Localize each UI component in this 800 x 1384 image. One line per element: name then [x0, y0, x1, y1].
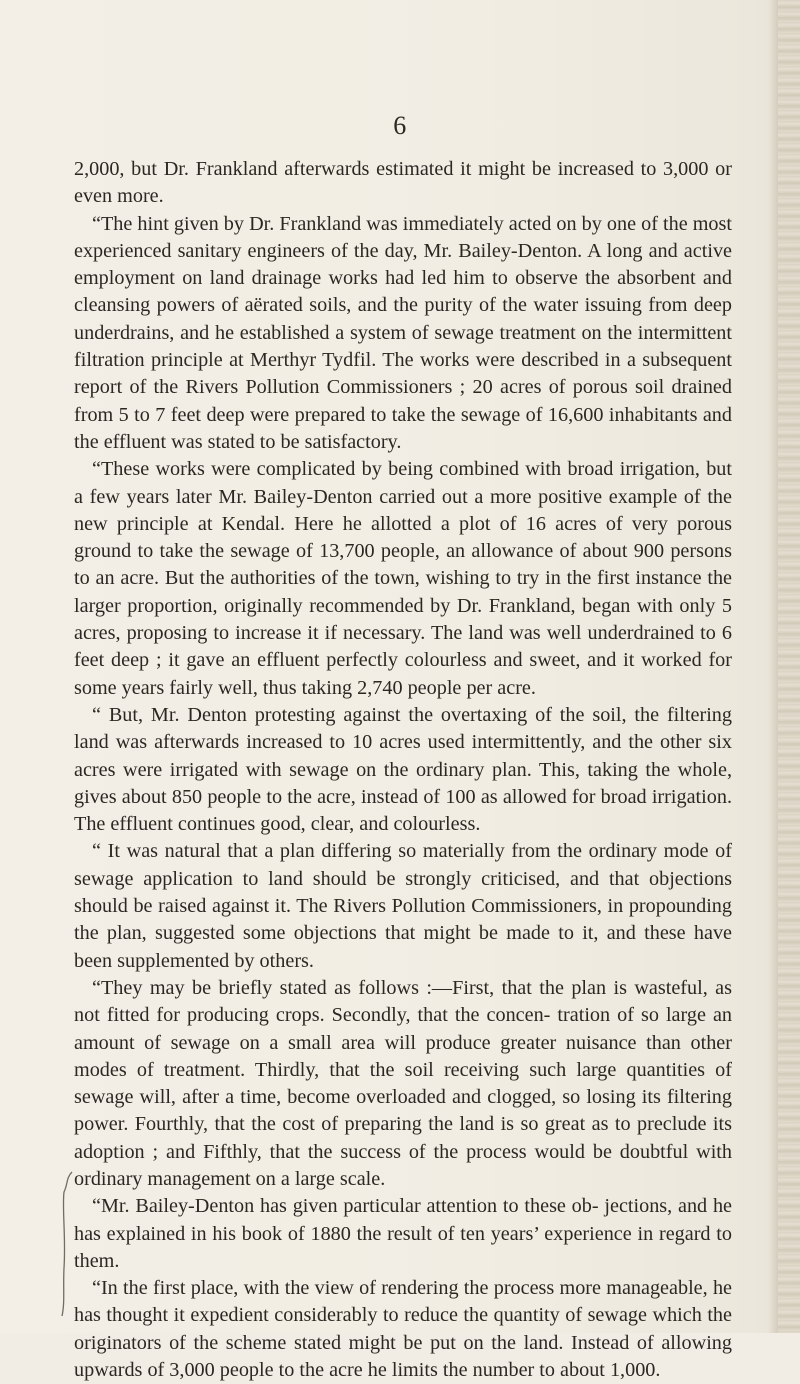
page-edge-shadow: [768, 0, 778, 1333]
paragraph: “They may be briefly stated as follows :—First, that the plan is wasteful, as not fitted for producing crops. Secondly, that the concen- tration of so large an amount of sewage on a small area will produce greater nuisance than other modes of treatment. Thirdly, that the soil receiving such large quantities of sewage will, after a time, become overloaded and clogged, so losing its filtering power. Fourthly, that the cost of preparing the land is so great as to preclude its adoption ; and Fifthly, that the success of the process would be doubtful with ordinary management on a large scale.: [74, 976, 732, 1190]
body-text: [74, 156, 732, 1384]
page-number: 6: [393, 111, 407, 140]
paragraph: “These works were complicated by being combined with broad irrigation, but a few years later Mr. Bailey-Denton carried out a more positive example of the new principle at Kendal. Here he allotted a plot of 16 acres of very porous ground to take the sewage of 13,700 people, an allowance of about 900 persons to an acre. But the authorities of the town, wishing to try in the first instance the larger proportion, originally recommended by Dr. Frankland, began with only 5 acres, proposing to increase it if necessary. The land was well underdrained to 6 feet deep ; it gave an effluent perfectly colourless and sweet, and it worked for some years fairly well, thus taking 2,740 people per acre.: [74, 458, 732, 699]
page-edge: [778, 0, 800, 1333]
paragraph: “Mr. Bailey-Denton has given particular attention to these ob- jections, and he has explained in his book of 1880 the result of ten years’ experience in regard to them.: [74, 1195, 732, 1272]
paragraph: “In the first place, with the view of rendering the process more manageable, he has thought it expedient considerably to reduce the quantity of sewage which the originators of the scheme stated might be put on the land. Instead of allowing upwards of 3,000 people to the acre he limits the number to about 1,000.: [74, 1277, 732, 1382]
paragraph: “ It was natural that a plan differing so materially from the ordinary mode of sewage application to land should be strongly criticised, and that objections should be raised against it. The Rivers Pollution Commissioners, in propounding the plan, suggested some objections that might be made to it, and these have been supplemented by others.: [74, 840, 732, 972]
paragraph: “ But, Mr. Denton protesting against the overtaxing of the soil, the filtering land was afterwards increased to 10 acres used intermittently, and the other six acres were irrigated with sewage on the ordinary plan. This, taking the whole, gives about 850 people to the acre, instead of 100 as allowed for broad irrigation. The effluent continues good, clear, and colourless.: [74, 703, 732, 836]
margin-pencil-mark: [60, 1168, 80, 1318]
paragraph: “The hint given by Dr. Frankland was immediately acted on by one of the most experienced sanitary engineers of the day, Mr. Bailey-Denton. A long and active employment on land drainage works had led him to observe the absorbent and cleansing powers of aërated soils, and the purity of the water issuing from deep underdrains, and he established a system of sewage treatment on the intermittent filtration principle at Merthyr Tydfil. The works were described in a subsequent report of the Rivers Pollution Commissioners ; 20 acres of porous soil drained from 5 to 7 feet deep were prepared to take the sewage of 16,600 inhabitants and the effluent was stated to be satisfactory.: [74, 212, 732, 453]
paragraph: 2,000, but Dr. Frankland afterwards estimated it might be increased to 3,000 or even more.: [74, 158, 732, 208]
